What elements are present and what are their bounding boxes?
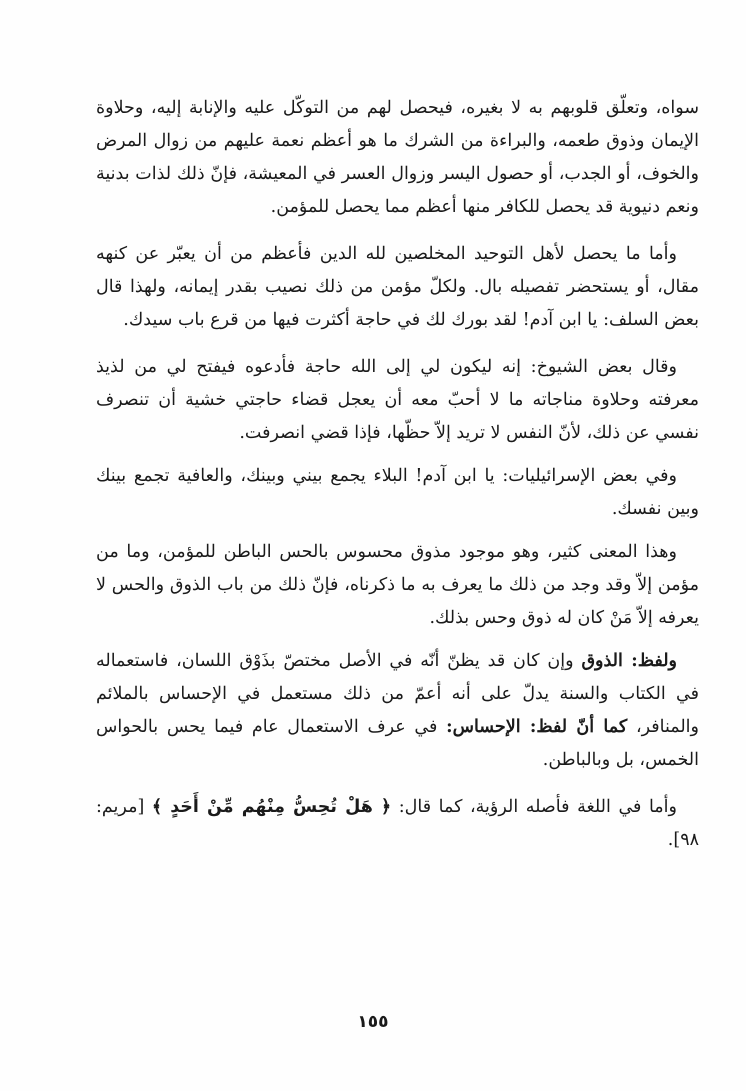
paragraph-4: وفي بعض الإسرائيليات: يا ابن آدم! البلاء يجمع بيني وبينك، والعافية تجمع بينك وبين نفسك.: [96, 466, 699, 519]
paragraph-6: [96, 645, 699, 777]
paragraph-3: وقال بعض الشيوخ: إنه ليكون لي إلى الله حاجة فأدعوه فيفتح لي من لذيذ معرفته وحلاوة مناجاته ما لا أحبّ معه أن يعجل قضاء حاجتي خشية أن تنصرف نفسي عن ذلك، لأنّ النفس لا تريد إلاّ حظّها، فإذا قضي انصرفت.: [96, 357, 699, 443]
paragraph-1: سواه، وتعلّق قلوبهم به لا بغيره، فيحصل لهم من التوكّل عليه والإنابة إليه، وحلاوة الإيمان وذوق طعمه، والبراءة من الشرك ما هو أعظم نعمة عليهم من زوال المرض والخوف، أو الجدب، أو حصول اليسر وزوال العسر في المعيشة، فإنّ ذلك لذات بدنية ونعم دنيوية قد يحصل للكافر منها أعظم مما يحصل للمؤمن.: [96, 98, 699, 217]
paragraph-6-text-b: في عرف الاستعمال عام فيما يحس بالحواس الخمس، بل وبالباطن.: [96, 717, 699, 770]
term-dhawq-label: ولفظ: الذوق: [581, 651, 677, 671]
paragraph-7: [96, 791, 699, 857]
paragraph-2: وأما ما يحصل لأهل التوحيد المخلصين لله الدين فأعظم من أن يعبّر عن كنهه مقال، أو يستحضر تفصيله بال. ولكلّ مؤمن من ذلك نصيب بقدر إيمانه، ولهذا قال بعض السلف: يا ابن آدم! لقد بورك لك في حاجة أكثرت فيها من قرع باب سيدك.: [96, 244, 699, 330]
page-number: ١٥٥: [357, 1012, 389, 1032]
quran-citation: [مريم: ٩٨].: [96, 797, 699, 850]
term-ihsas-label: كما أنّ لفظ: الإحساس:: [446, 717, 628, 737]
paragraph-7-lead: وأما في اللغة فأصله الرؤية، كما قال:: [391, 797, 677, 817]
paragraph-5: وهذا المعنى كثير، وهو موجود مذوق محسوس بالحس الباطن للمؤمن، وما من مؤمن إلاّ وقد وجد من ذلك ما يعرف به ما ذكرناه، فإنّ ذلك من باب الذوق والحس لا يعرفه إلاّ مَنْ كان له ذوق وحس بذلك.: [96, 542, 699, 628]
paragraph-6-text-a: وإن كان قد يظنّ أنّه في الأصل مختصّ بذَوْق اللسان، فاستعماله في الكتاب والسنة يدلّ على أنه أعمّ من ذلك مستعمل في الإحساس بالملائم والمنافر،: [96, 651, 699, 737]
page-body: [96, 92, 699, 871]
quran-verse: ﴿ هَلْ تُحِسُّ مِنْهُم مِّنْ أَحَدٍ ﴾: [151, 797, 392, 817]
